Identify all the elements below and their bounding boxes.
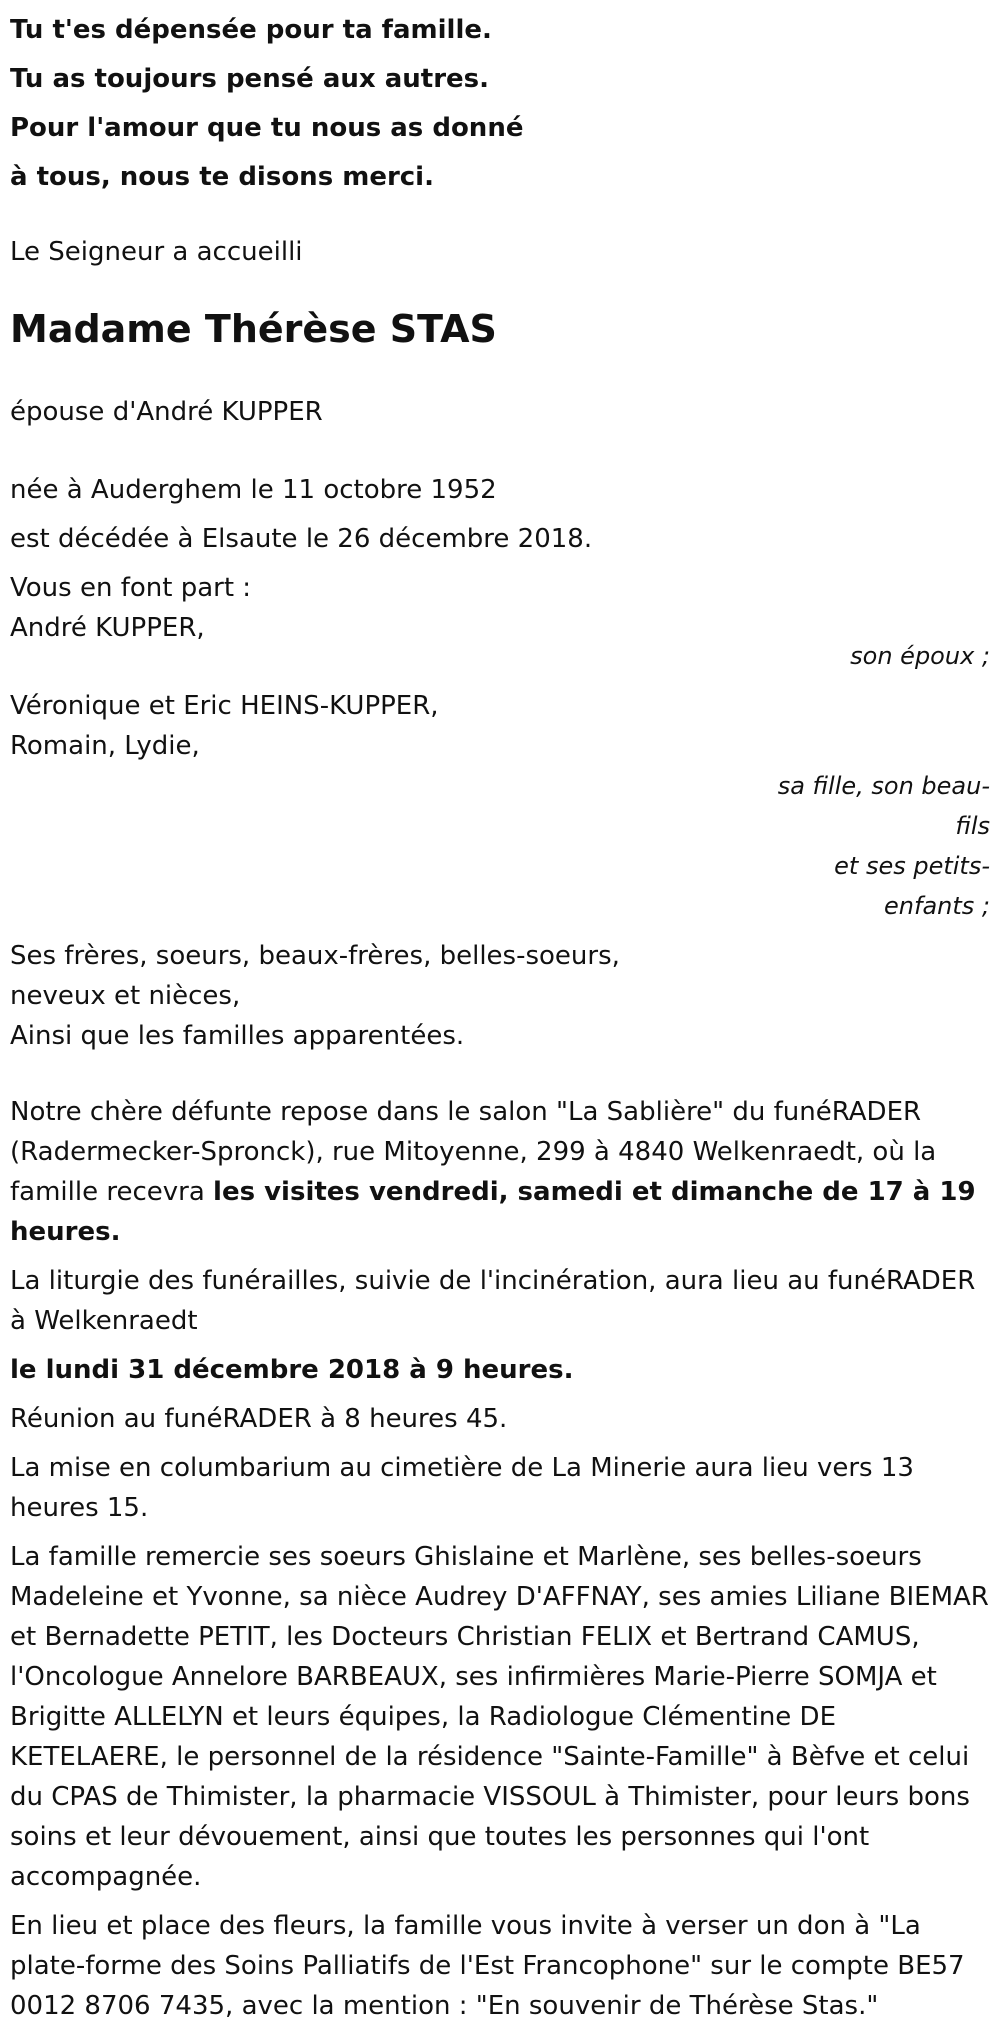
relatives-list <box>10 936 990 1056</box>
donation-paragraph: En lieu et place des fleurs, la famille vous invite à verser un don à "La plate-forme des Soins Palliatifs de l'Est Francophone" sur le compte BE57 0012 8706 7435, avec la mention : "En souvenir de Thérèse Stas." <box>10 1911 965 2021</box>
intro-text: Le Seigneur a accueilli <box>10 237 303 267</box>
poem-line: à tous, nous te disons merci. <box>10 162 434 192</box>
liturgy-paragraph: La liturgie des funérailles, suivie de l'incinération, aura lieu au funéRADER à Welkenraedt <box>10 1266 976 1336</box>
family-group-spouse <box>10 608 990 676</box>
announce-text: Vous en font part : <box>10 573 252 603</box>
family-names-line: Romain, Lydie, <box>10 731 200 761</box>
relatives-line: Ainsi que les familles apparentées. <box>10 1021 465 1051</box>
family-relation: son époux ; <box>850 642 990 670</box>
family-relation-line: et ses petits- <box>834 852 990 880</box>
family-names <box>10 686 990 766</box>
family-relation <box>750 766 990 926</box>
spouse-of-text: épouse d'André KUPPER <box>10 397 323 427</box>
visit-hours: les visites vendredi, samedi et dimanche de 17 à 19 heures. <box>10 1177 976 1247</box>
poem-line: Pour l'amour que tu nous as donné <box>10 113 524 143</box>
poem-line: Tu as toujours pensé aux autres. <box>10 64 490 94</box>
relatives-line: neveux et nièces, <box>10 981 241 1011</box>
thanks-paragraph: La famille remercie ses soeurs Ghislaine et Marlène, ses belles-soeurs Madeleine et Yvonne, sa nièce Audrey D'AFFNAY, ses amies Liliane BIEMAR et Bernadette PETIT, les Docteurs Christian FELIX et Bertrand CAMUS, l'Oncologue Annelore BARBEAUX, ses infirmières Marie-Pierre SOMJA et Brigitte ALLELYN et leurs équipes, la Radiologue Clémentine DE KETELAERE, le personnel de la résidence "Sainte-Famille" à Bèfve et celui du CPAS de Thimister, la pharmacie VISSOUL à Thimister, pour leurs bons soins et leur dévouement, ainsi que toutes les personnes qui l'ont accompagnée. <box>10 1542 989 1892</box>
columbarium-paragraph: La mise en columbarium au cimetière de La Minerie aura lieu vers 13 heures 15. <box>10 1453 914 1523</box>
family-relation-line: sa fille, son beau-fils <box>777 772 990 840</box>
funeral-date: le lundi 31 décembre 2018 à 9 heures. <box>10 1355 574 1385</box>
family-names: André KUPPER, <box>10 613 205 643</box>
visit-text: Notre chère défunte repose dans le salon "La Sablière" du funéRADER (Radermecker-Spronck), rue Mitoyenne, 299 à 4840 Welkenraedt, où la famille recevra <box>10 1097 937 1207</box>
visit-paragraph <box>10 1092 990 1252</box>
relatives-line: Ses frères, soeurs, beaux-frères, belles-soeurs, <box>10 941 620 971</box>
birth-text: née à Auderghem le 11 octobre 1952 <box>10 475 497 505</box>
family-names-line: Véronique et Eric HEINS-KUPPER, <box>10 691 439 721</box>
death-text: est décédée à Elsaute le 26 décembre 2018. <box>10 524 593 554</box>
meeting-paragraph: Réunion au funéRADER à 8 heures 45. <box>10 1404 508 1434</box>
poem-line: Tu t'es dépensée pour ta famille. <box>10 15 492 45</box>
poem <box>10 6 990 202</box>
deceased-name: Madame Thérèse STAS <box>10 307 497 351</box>
family-relation-line: enfants ; <box>884 892 990 920</box>
family-group-children <box>10 686 990 926</box>
